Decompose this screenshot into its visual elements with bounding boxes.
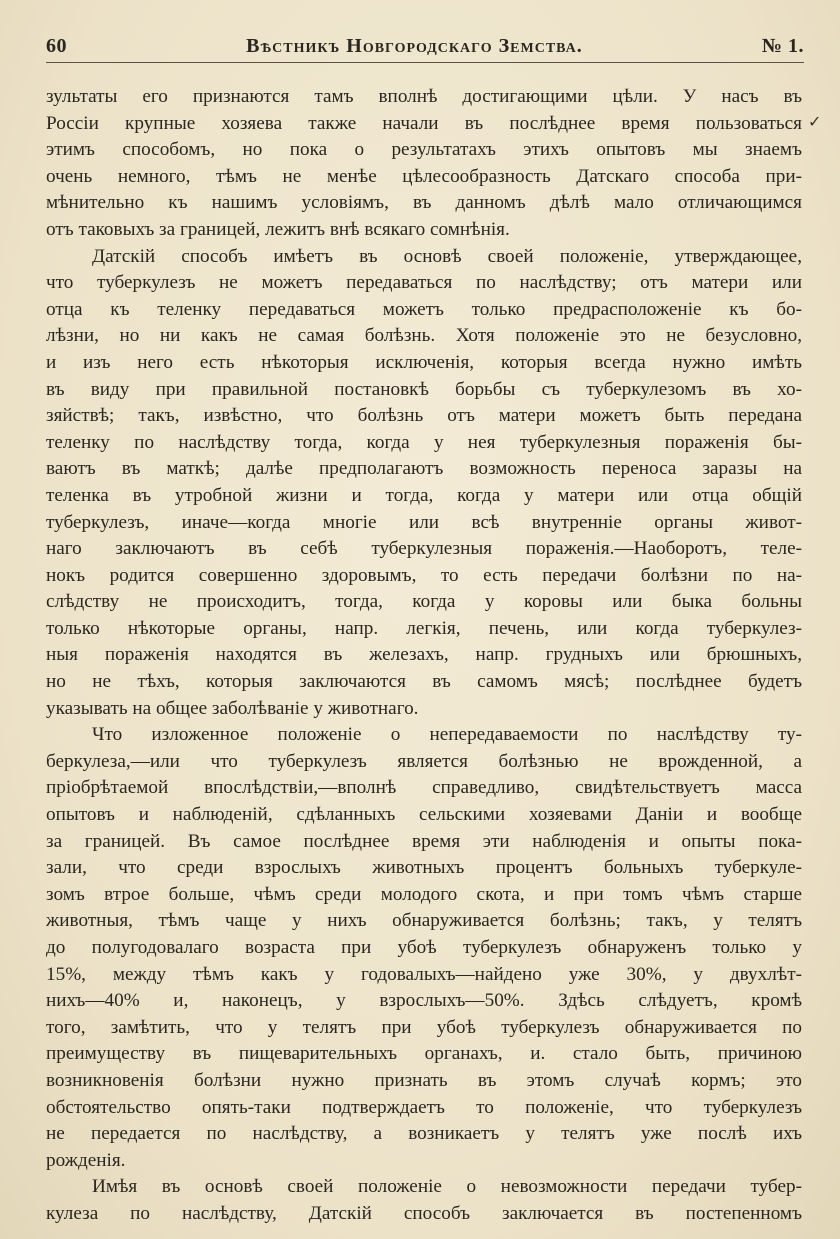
text-line: Имѣя въ основѣ своей положеніе о невозможности передачи тубер- <box>92 1176 802 1198</box>
text-line: Что изложенное положеніе о непередаваемости по наслѣдству ту- <box>92 724 802 746</box>
text-line: лѣзни, но ни какъ не самая болѣзнь. Хотя положеніе это не безусловно, <box>46 325 802 347</box>
text-line: ваютъ въ маткѣ; далѣе предполагаютъ возможность переноса заразы на <box>46 458 802 480</box>
text-line: мѣнительно къ нашимъ условіямъ, въ данномъ дѣлѣ мало отличающимся <box>46 192 802 214</box>
journal-title: Вѣстникъ Новгородскаго Земства. <box>246 34 583 57</box>
text-line: но не тѣхъ, которыя заключаются въ самомъ мясѣ; послѣднее будетъ <box>46 671 802 693</box>
text-line: нихъ—40% и, наконецъ, у взрослыхъ—50%. Здѣсь слѣдуетъ, кромѣ <box>46 990 802 1012</box>
text-line: зультаты его признаются тамъ вполнѣ достигающими цѣли. У насъ въ <box>46 86 802 107</box>
text-line: до полугодовалаго возраста при убоѣ туберкулезъ обнаруженъ только у <box>46 937 802 958</box>
text-line: что туберкулезъ не можетъ передаваться по наслѣдству; отъ матери или <box>46 272 802 294</box>
text-line: 15%, между тѣмъ какъ у годовалыхъ—найдено уже 30%, у двухлѣт- <box>46 963 802 985</box>
page-number: 60 <box>46 34 67 57</box>
text-line: отъ таковыхъ за границей, лежитъ внѣ всякаго сомнѣнія. <box>46 218 510 240</box>
text-line: беркулеза,—или что туберкулезъ является болѣзнью не врожденной, а <box>46 750 802 772</box>
text-line: не передается по наслѣдству, а возникаетъ у телятъ уже послѣ ихъ <box>46 1123 802 1145</box>
text-line: въ виду при правильной постановкѣ борьбы съ туберкулезомъ въ хо- <box>46 378 802 400</box>
text-line: и изъ него есть нѣкоторыя исключенія, которыя всегда нужно имѣть <box>46 351 802 373</box>
text-line: возникновенія болѣзни нужно признать въ этомъ случаѣ кормъ; это <box>46 1069 802 1091</box>
text-line: преимуществу въ пищеварительныхъ органахъ, и. стало быть, причиною <box>46 1043 802 1065</box>
text-line: Датскій способъ имѣетъ въ основѣ своей положеніе, утверждающее, <box>92 245 802 267</box>
text-line: ныя пораженія находятся въ железахъ, напр. грудныхъ или брюшныхъ, <box>46 644 802 666</box>
text-line: пріобрѣтаемой впослѣдствіи,—вполнѣ справедливо, свидѣтельствуетъ масса <box>46 777 802 799</box>
article-body <box>46 84 802 1228</box>
text-line: зомъ втрое больше, чѣмъ среди молодого скота, и при томъ чѣмъ старше <box>46 883 802 905</box>
text-line: указывать на общее заболѣваніе у животнаго. <box>46 697 419 719</box>
text-line: зяйствѣ; такъ, извѣстно, что болѣзнь отъ матери можетъ быть передана <box>46 405 802 427</box>
text-line: этимъ способомъ, но пока о результатахъ этихъ опытовъ мы знаемъ <box>46 139 802 161</box>
running-header <box>46 30 804 63</box>
text-line: рожденія. <box>46 1149 126 1171</box>
text-line: кулеза по наслѣдству, Датскій способъ заключается въ постепенномъ <box>46 1202 802 1224</box>
text-line: только нѣкоторые органы, напр. легкія, печень, или когда туберкулез- <box>46 617 802 639</box>
text-line: животныя, тѣмъ чаще у нихъ обнаруживается болѣзнь; такъ, у телятъ <box>46 910 802 932</box>
text-line: того, замѣтить, что у телятъ при убоѣ туберкулезъ обнаруживается по <box>46 1016 802 1038</box>
text-line: отца къ теленку передаваться можетъ только предрасположеніе къ бо- <box>46 298 802 320</box>
text-line: опытовъ и наблюденій, сдѣланныхъ сельскими хозяевами Даніи и вообще <box>46 804 802 826</box>
text-line: за границей. Въ самое послѣднее время эти наблюденія и опыты пока- <box>46 830 802 852</box>
issue-number: № 1. <box>761 34 804 57</box>
text-line: очень немного, тѣмъ не менѣе цѣлесообразность Датскаго способа при- <box>46 165 802 187</box>
text-line: туберкулезъ, иначе—когда многіе или всѣ внутренніе органы живот- <box>46 511 802 533</box>
text-line: слѣдству не происходитъ, тогда, когда у коровы или быка больны <box>46 591 802 613</box>
text-line: обстоятельство опять-таки подтверждаетъ то положеніе, что туберкулезъ <box>46 1096 802 1118</box>
text-line: нокъ родится совершенно здоровымъ, то есть передачи болѣзни по на- <box>46 564 802 586</box>
text-line: зали, что среди взрослыхъ животныхъ процентъ больныхъ туберкуле- <box>46 857 802 879</box>
margin-mark: ✓ <box>808 114 822 131</box>
text-line: теленку по наслѣдству тогда, когда у нея туберкулезныя пораженія бы- <box>46 431 802 453</box>
text-line: теленка въ утробной жизни и тогда, когда у матери или отца общій <box>46 484 802 506</box>
text-line: наго заключаютъ въ себѣ туберкулезныя пораженія.—Наоборотъ, теле- <box>46 538 802 560</box>
text-line: Россіи крупные хозяева также начали въ послѣднее время пользоваться <box>46 112 802 134</box>
